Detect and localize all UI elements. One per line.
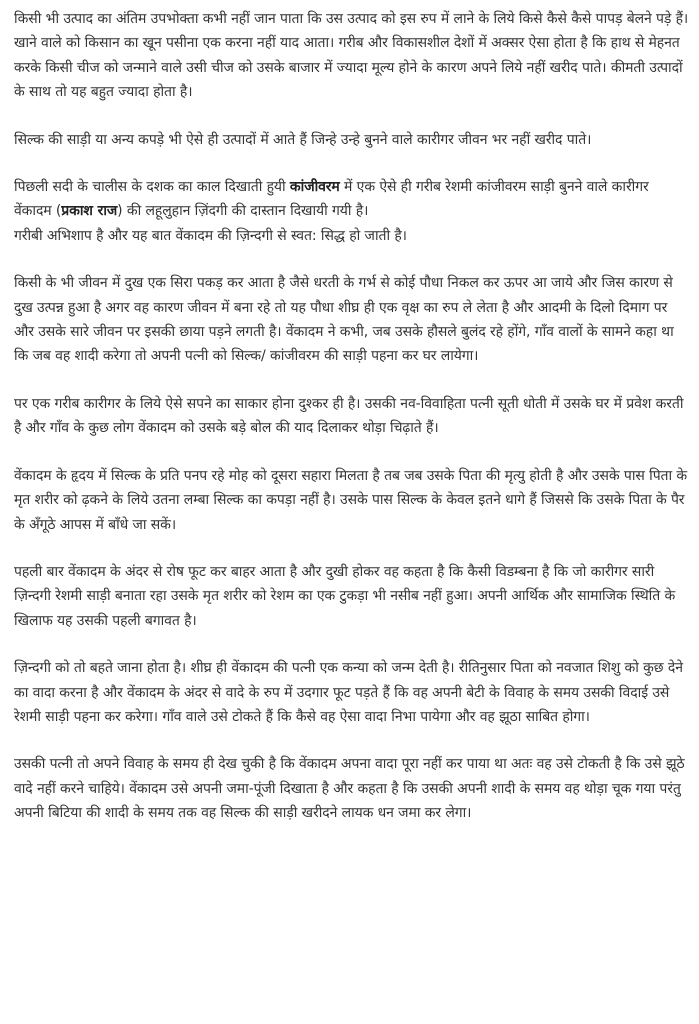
paragraph-father-death: वेंकादम के हृदय में सिल्क के प्रति पनप रहे मोह को दूसरा सहारा मिलता है तब जब उसके पिता की मृत्यु होती है और उसके पास पिता के मृत शरीर को ढ़कने के लिये उतना लम्बा सिल्क का कपड़ा नहीं है। उसके पास सिल्क के केवल इतने धागे हैं जिससे कि उसके पिता के पैर के अँगूठे आपस में बाँधे जा सकें। xyxy=(14,467,688,533)
actor-name: प्रकाश राज xyxy=(61,203,118,220)
film-intro-text-3: ) की लहूलुहान ज़िंदगी की दास्तान दिखायी गयी है। xyxy=(117,203,369,220)
film-intro-text-2: में एक ऐसे ही गरीब रेशमी कांजीवरम साड़ी बुनने वाले कारीगर वेंकादम ( xyxy=(14,179,649,220)
paragraph-sorrow: किसी के भी जीवन में दुख एक सिरा पकड़ कर आता है जैसे धरती के गर्भ से कोई पौधा निकल कर ऊपर आ जाये और जिस कारण से दुख उत्पन्न हुआ है अगर वह कारण जीवन में बना रहे तो यह पौधा शीघ्र ही एक वृक्ष का रुप ले लेता है और आदमी के दिलो दिमाग पर और उसके सारे जीवन पर इसकी छाया पड़ने लगती है। वेंकादम ने कभी, जब उसके हौसले बुलंद रहे होंगे, गाँव वालों के सामने कहा था कि जब वह शादी करेगा तो अपनी पत्नी को सिल्क/ कांजीवरम की साड़ी पहना कर घर लायेगा। xyxy=(14,275,674,365)
film-intro-text-1: पिछली सदी के चालीस के दशक का काल दिखाती हुयी xyxy=(14,179,290,196)
paragraph-silk-saree: सिल्क की साड़ी या अन्य कपड़े भी ऐसे ही उत्पादों में आते हैं जिन्हे उन्हे बुनने वाले कारीगर जीवन भर नहीं खरीद पाते। xyxy=(14,131,592,148)
paragraph-film-intro xyxy=(14,175,689,224)
paragraph-poverty-curse: गरीबी अभिशाप है और यह बात वेंकादम की ज़िन्दगी से स्वत: सिद्ध हो जाती है। xyxy=(14,227,407,244)
paragraph-consumer-intro: किसी भी उत्पाद का अंतिम उपभोक्ता कभी नहीं जान पाता कि उस उत्पाद को इस रुप में लाने के लिये किसे कैसे कैसे पापड़ बेलने पड़े हैं। खाने वाले को किसान का खून पसीना एक करना नहीं याद आता। गरीब और विकासशील देशों में अक्सर ऐसा होता है कि हाथ से मेहनत करके किसी चीज को जन्माने वाले उसी चीज को उसके बाजार में ज्यादा मूल्य होने के कारण अपने लिये नहीं खरीद पाते। कीमती उत्पादों के साथ तो यह बहुत ज्यादा होता है। xyxy=(14,11,689,101)
paragraph-daughter-promise: ज़िन्दगी को तो बहते जाना होता है। शीघ्र ही वेंकादम की पत्नी एक कन्या को जन्म देती है। रीतिनुसार पिता को नवजात शिशु को कुछ देने का वादा करना है और वेंकादम के अंदर से वादे के रुप में उदगार फूट पड़ते हैं कि वह अपनी बेटी के विवाह के समय उसकी विदाई उसे रेशमी साड़ी पहना कर करेगा। गाँव वाले उसे टोकते हैं कि कैसे वह ऐसा वादा निभा पायेगा और वह झूठा साबित होगा। xyxy=(14,660,683,725)
article-body xyxy=(14,7,689,849)
paragraph-poor-weaver: पर एक गरीब कारीगर के लिये ऐसे सपने का साकार होना दुश्कर ही है। उसकी नव-विवाहिता पत्नी सूती धोती में उसके घर में प्रवेश करती है और गाँव के कुछ लोग वेंकादम को उसके बड़े बोल की याद दिलाकर थोड़ा चिढ़ाते हैं। xyxy=(14,395,684,437)
paragraph-first-rebellion: पहली बार वेंकादम के अंदर से रोष फूट कर बाहर आता है और दुखी होकर वह कहता है कि कैसी विडम्बना है कि जो कारीगर सारी ज़िन्दगी रेशमी साड़ी बनाता रहा उसके मृत शरीर को रेशम का एक टुकड़ा भी नसीब नहीं हुआ। अपनी आर्थिक और सामाजिक स्थिति के खिलाफ यह उसकी पहली बगावत है। xyxy=(14,563,676,629)
film-title: कांजीवरम xyxy=(289,179,340,196)
paragraph-wife-warning: उसकी पत्नी तो अपने विवाह के समय ही देख चुकी है कि वेंकादम अपना वादा पूरा नहीं कर पाया था अतः वह उसे टोकती है कि उसे झूठे वादे नहीं करने चाहिये। वेंकादम उसे अपनी जमा-पूंजी दिखाता है और कहता है कि उसकी अपनी शादी के समय वह थोड़ा चूक गया परंतु अपनी बिटिया की शादी के समय तक वह सिल्क की साड़ी खरीदने लायक धन जमा कर लेगा। xyxy=(14,756,685,822)
